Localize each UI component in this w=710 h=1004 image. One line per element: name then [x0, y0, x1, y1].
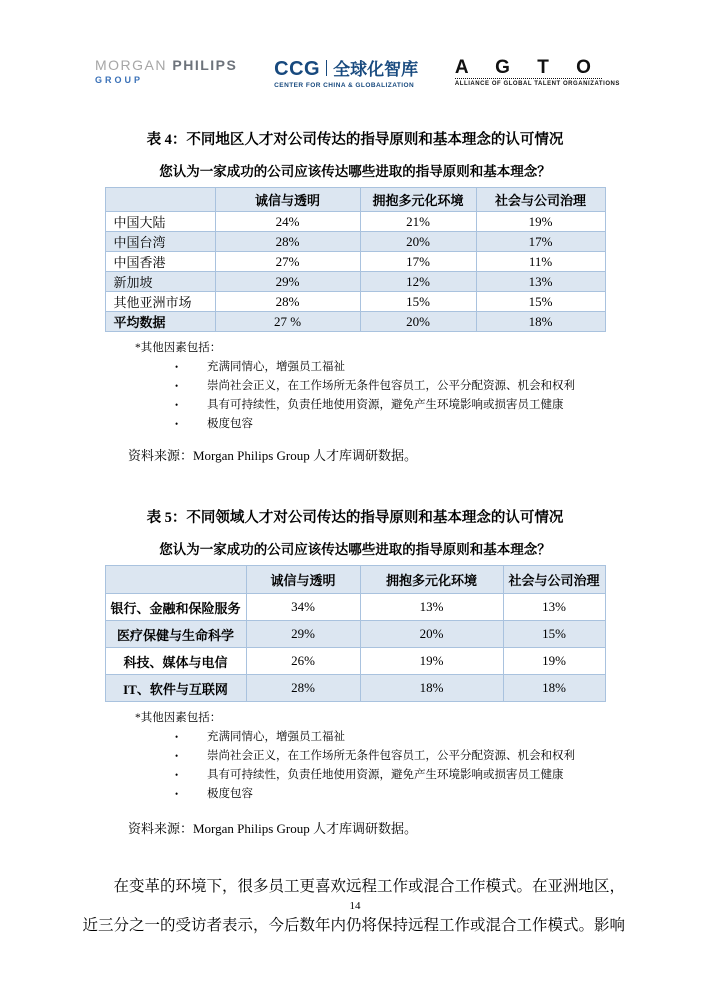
- table4: [105, 187, 606, 332]
- table-cell: 19%: [503, 648, 605, 675]
- table-row: [105, 648, 605, 675]
- table-cell: 21%: [360, 212, 476, 232]
- table-cell: 29%: [215, 272, 360, 292]
- table5-header-cell: 诚信与透明: [246, 566, 360, 594]
- table-row: [105, 272, 605, 292]
- footnote-bullet-text: 具有可持续性，负责任地使用资源，避免产生环境影响或损害员工健康: [207, 399, 564, 411]
- table-cell: 17%: [360, 252, 476, 272]
- table-row: [105, 232, 605, 252]
- footnote-bullet-text: 崇尚社会正义，在工作场所无条件包容员工，公平分配资源、机会和权利: [207, 750, 575, 762]
- table-cell: 28%: [246, 675, 360, 702]
- table-cell: 20%: [360, 232, 476, 252]
- table4-title: 表 4：不同地区人才对公司传达的指导原则和基本理念的认可情况: [146, 132, 564, 148]
- ccg-wordmark: [274, 55, 418, 81]
- table-cell: 15%: [503, 621, 605, 648]
- footnote-bullet-item: [135, 769, 710, 782]
- table-row: [105, 621, 605, 648]
- footnote-list: [135, 731, 710, 801]
- agto-tagline: ALLIANCE OF GLOBAL TALENT ORGANIZATIONS: [454, 80, 620, 87]
- row-label: 银行、金融和保险服务: [105, 594, 246, 621]
- footnote-bullet-text: 极度包容: [207, 418, 253, 430]
- table-row: [105, 675, 605, 702]
- ccg-logo: [274, 55, 418, 89]
- table-row: [105, 252, 605, 272]
- table-row: [105, 292, 605, 312]
- footnote-bullet-text: 崇尚社会正义，在工作场所无条件包容员工，公平分配资源、机会和权利: [207, 380, 575, 392]
- table4-header-cell: 诚信与透明: [215, 188, 360, 212]
- footnote-bullet-text: 充满同情心，增强员工福祉: [207, 361, 345, 373]
- row-label: 新加坡: [105, 272, 215, 292]
- table-cell: 20%: [360, 621, 503, 648]
- bullet-icon: •: [175, 419, 179, 429]
- philips-text: PHILIPS: [172, 57, 238, 74]
- table-cell: 19%: [476, 212, 605, 232]
- table5-header-cell: 拥抱多元化环境: [360, 566, 503, 594]
- table-cell: 18%: [476, 312, 605, 332]
- table5-footnote: [135, 709, 710, 801]
- page-number: 14: [349, 900, 361, 912]
- table4-header-cell: 社会与公司治理: [476, 188, 605, 212]
- row-label: IT、软件与互联网: [105, 675, 246, 702]
- table-cell: 12%: [360, 272, 476, 292]
- bullet-icon: •: [175, 770, 179, 780]
- table-cell: 20%: [360, 312, 476, 332]
- table5-source: 资料来源：Morgan Philips Group 人才库调研数据。: [128, 821, 418, 836]
- table-cell: 11%: [476, 252, 605, 272]
- agto-logo: [455, 58, 620, 87]
- morgan-philips-wordmark: [95, 58, 237, 73]
- logo-header: [0, 0, 710, 92]
- table5-question: 您认为一家成功的公司应该传达哪些进取的指导原则和基本理念？: [159, 542, 551, 557]
- table4-source: 资料来源：Morgan Philips Group 人才库调研数据。: [128, 448, 418, 463]
- table5-header-row: [105, 566, 605, 594]
- footnote-bullet-text: 具有可持续性，负责任地使用资源，避免产生环境影响或损害员工健康: [207, 769, 564, 781]
- row-label: 中国大陆: [105, 212, 215, 232]
- row-label: 中国台湾: [105, 232, 215, 252]
- footnote-bullet-item: [135, 788, 710, 801]
- paragraph-line: 在变革的环境下，很多员工更喜欢远程工作或混合工作模式。在亚洲地区，: [113, 878, 626, 895]
- table5-header-cell: 社会与公司治理: [503, 566, 605, 594]
- morgan-philips-logo: [95, 58, 237, 85]
- row-label: 科技、媒体与电信: [105, 648, 246, 675]
- table-cell: 24%: [215, 212, 360, 232]
- agto-acronym: A G T O: [454, 56, 602, 78]
- table5: [105, 565, 606, 702]
- footnote-bullet-text: 充满同情心，增强员工福祉: [207, 731, 345, 743]
- row-label: 其他亚洲市场: [105, 292, 215, 312]
- table-cell: 27 %: [215, 312, 360, 332]
- ccg-tagline: CENTER FOR CHINA & GLOBALIZATION: [274, 82, 415, 89]
- ccg-chinese-name: 全球化智库: [333, 60, 419, 79]
- table-cell: 34%: [246, 594, 360, 621]
- bullet-icon: •: [175, 362, 179, 372]
- morgan-text: MORGAN: [95, 57, 167, 74]
- row-label: 医疗保健与生命科学: [105, 621, 246, 648]
- table-row: [105, 594, 605, 621]
- paragraph-line: 近三分之一的受访者表示，今后数年内仍将保持远程工作或混合工作模式。影响: [82, 917, 626, 934]
- bullet-icon: •: [175, 732, 179, 742]
- bullet-icon: •: [175, 400, 179, 410]
- table-cell: 15%: [476, 292, 605, 312]
- table4-footnote: [135, 339, 710, 431]
- footnote-bullet-item: [135, 750, 710, 763]
- footnote-title: *其他因素包括：: [135, 712, 222, 724]
- footnote-bullet-item: [135, 731, 710, 744]
- ccg-divider: [326, 60, 327, 76]
- table-cell: 27%: [215, 252, 360, 272]
- table5-title: 表 5：不同领域人才对公司传达的指导原则和基本理念的认可情况: [146, 510, 564, 526]
- table4-question: 您认为一家成功的公司应该传达哪些进取的指导原则和基本理念？: [159, 164, 551, 179]
- footnote-bullet-item: [135, 361, 710, 374]
- table-row: [105, 212, 605, 232]
- row-label: 平均数据: [105, 312, 215, 332]
- bullet-icon: •: [175, 751, 179, 761]
- bullet-icon: •: [175, 381, 179, 391]
- group-text: GROUP: [95, 74, 144, 85]
- table-cell: 18%: [360, 675, 503, 702]
- table4-header-row: [105, 188, 605, 212]
- table-cell: 28%: [215, 232, 360, 252]
- table-row-average: [105, 312, 605, 332]
- table4-header-cell: 拥抱多元化环境: [360, 188, 476, 212]
- footnote-bullet-item: [135, 380, 710, 393]
- table-cell: 26%: [246, 648, 360, 675]
- row-label: 中国香港: [105, 252, 215, 272]
- table-cell: 19%: [360, 648, 503, 675]
- table-cell: 13%: [476, 272, 605, 292]
- table-cell: 28%: [215, 292, 360, 312]
- table-cell: 29%: [246, 621, 360, 648]
- table4-header-empty-cell: [105, 188, 215, 212]
- table-cell: 18%: [503, 675, 605, 702]
- footnote-bullet-item: [135, 418, 710, 431]
- ccg-acronym: CCG: [274, 58, 321, 80]
- table-cell: 15%: [360, 292, 476, 312]
- table5-header-empty-cell: [105, 566, 246, 594]
- footnote-list: [135, 361, 710, 431]
- footnote-bullet-text: 极度包容: [207, 788, 253, 800]
- footnote-bullet-item: [135, 399, 710, 412]
- bullet-icon: •: [175, 789, 179, 799]
- table-cell: 13%: [503, 594, 605, 621]
- footnote-title: *其他因素包括：: [135, 342, 222, 354]
- table-cell: 17%: [476, 232, 605, 252]
- table-cell: 13%: [360, 594, 503, 621]
